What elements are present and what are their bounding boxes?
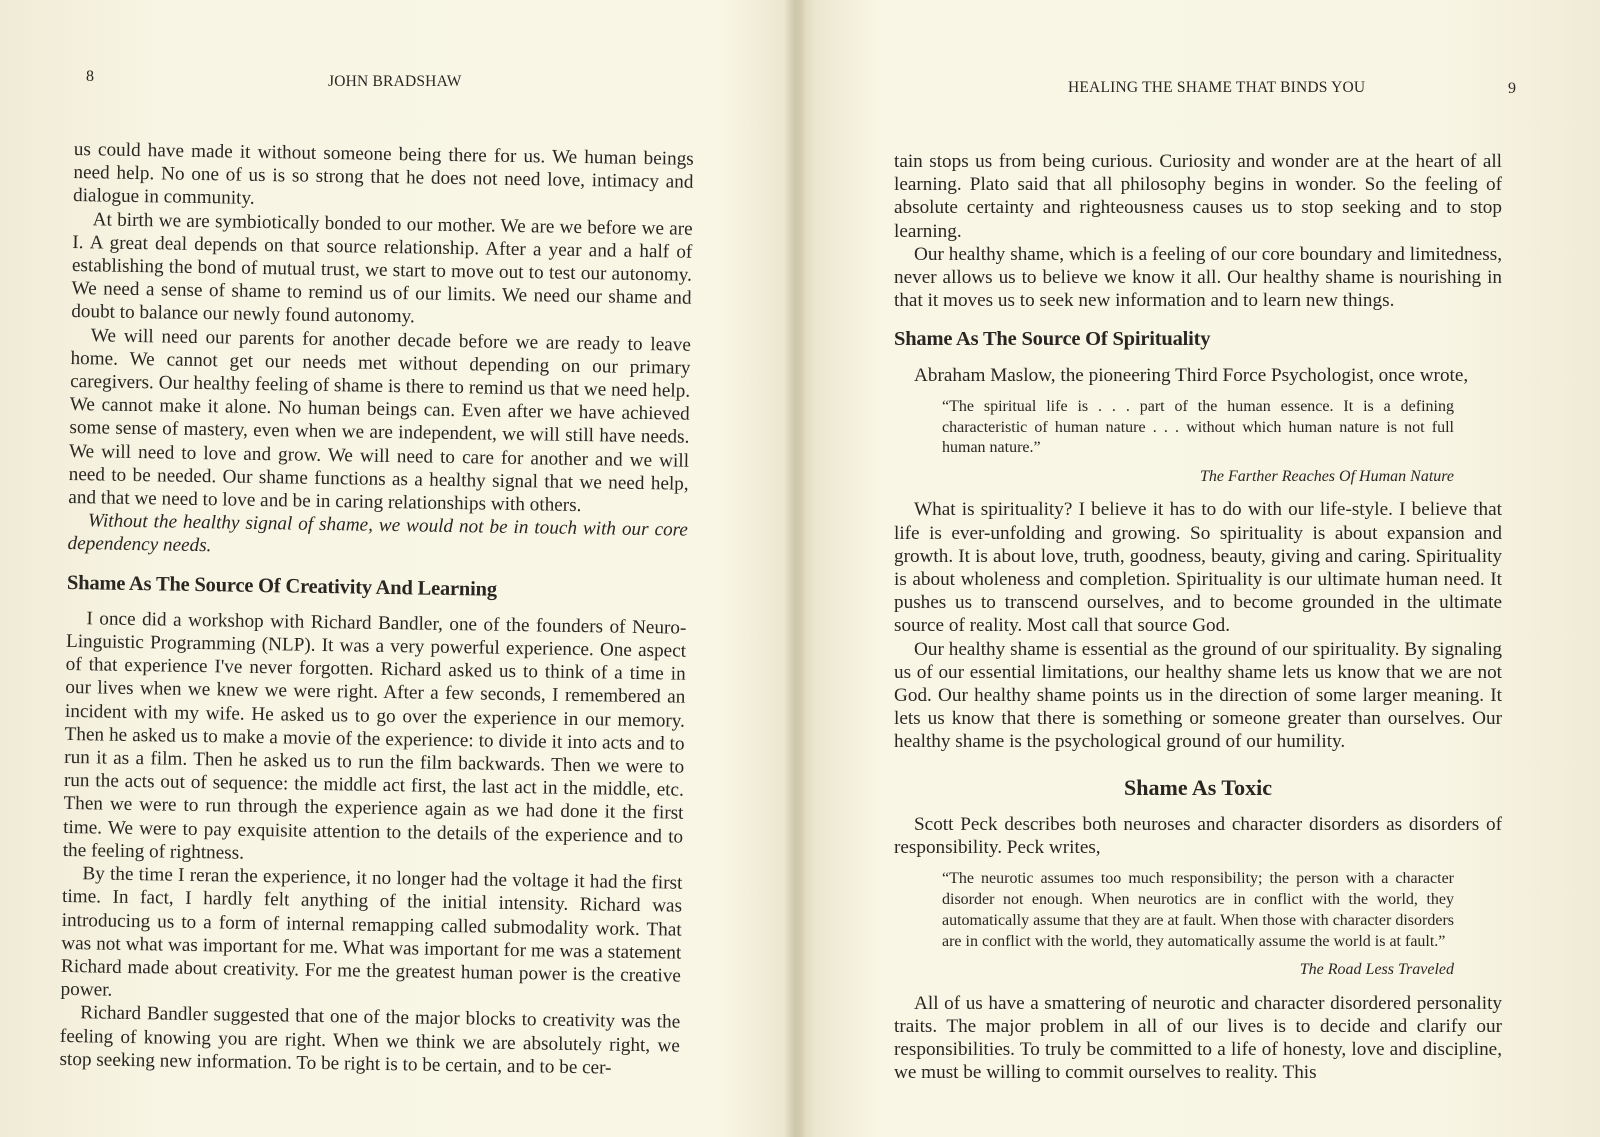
paragraph: What is spirituality? I believe it has to do with our life-style. I believe that life is ever-unfolding and growing. So spirituality is about expansion and growth. It is about love, truth, goodness, beauty, giving and caring. Spirituality is about wholeness and completion. Spirituality is our ultimate human need. It pushes us to transcend ourselves, and to become grounded in the ultimate source of reality. Most call that source God. [894,499,1502,637]
emphasis-paragraph: Without the healthy signal of shame, we would not be in touch with our core dependency needs. [67,510,689,557]
page-number: 8 [86,68,95,85]
page-body [59,138,694,1079]
section-heading: Shame As The Source Of Creativity And Learning [66,571,498,601]
block-quote: “The spiritual life is . . . part of the human essence. It is a defining characteristic of human nature . . . without which human nature is not full human nature.” [942,397,1454,457]
paragraph: Richard Bandler suggested that one of the major blocks to creativity was the feeling of knowing you are right. When we think we are absolutely right, we stop seeking new information. To be right is to be certain, and to be cer- [59,1002,681,1079]
quote-source: The Farther Reaches Of Human Nature [1199,468,1454,486]
page-body [894,150,1502,1084]
paragraph: Our healthy shame is essential as the ground of our spirituality. By signaling us of our essential limitations, our healthy shame lets us know that we are not God. Our healthy shame points us in the direction of some larger meaning. It lets us know that there is something or someone greater than ourselves. Our healthy shame is the psychological ground of our humility. [894,638,1502,753]
paragraph: Scott Peck describes both neuroses and character disorders as disorders of responsibility. Peck writes, [894,813,1502,859]
running-head: HEALING THE SHAME THAT BINDS YOU [1068,79,1366,96]
section-heading: Shame As The Source Of Spirituality [894,328,1211,351]
block-quote: “The neurotic assumes too much responsibility; the person with a character disorder not enough. When neurotics are in conflict with the world, they automatically assume that they are at fault. When those with character disorders are in conflict with the world, they automatically assume the world is at fault.” [942,870,1454,950]
quote-source: The Road Less Traveled [1299,961,1454,979]
paragraph: All of us have a smattering of neurotic and character disordered personality traits. The major problem in all of our lives is to decide and clarify our responsibilities. To truly be committed to a life of honesty, love and discipline, we must be willing to commit ourselves to reality. This [894,992,1502,1084]
paragraph: At birth we are symbiotically bonded to our mother. We are we before we are I. A great deal depends on that source relationship. After a year and a half of establishing the bond of mutual trust, we start to move out to test our autonomy. We need a sense of shame to remind us of our limits. We need our shame and doubt to balance our newly found autonomy. [71,208,693,328]
paragraph: tain stops us from being curious. Curiosity and wonder are at the heart of all learning. Plato said that all philosophy begins in wonder. So the feeling of absolute certainty and righteousness causes us to stop seeking and to stop learning. [894,151,1502,242]
running-head: JOHN BRADSHAW [328,73,462,90]
book-gutter [784,0,806,1137]
page-number: 9 [1508,80,1517,97]
paragraph: By the time I reran the experience, it no longer had the voltage it had the first time. In fact, I hardly felt anything of the initial intensity. Richard was introducing us to a form of internal remapping called submodality work. That was not what was important for me. What was important for me was a statement Richard made about creativity. For me the greatest human power is the creative power. [60,863,683,1001]
right-page [806,0,1600,1137]
paragraph: Abraham Maslow, the pioneering Third Force Psychologist, once wrote, [914,364,1469,386]
paragraph: We will need our parents for another decade before we are ready to leave home. We cannot get our needs met without depending on our primary caregivers. Our healthy feeling of shame is there to remind us that we need help. We cannot make it alone. No human beings can. Even after we have achieved some sense of mastery, even when we are independent, we will still have needs. We will need to love and grow. We will need to care for another and we will need to be needed. Our shame functions as a healthy signal that we need help, and that we need to love and be in caring relationships with others. [68,324,691,517]
left-page [0,0,784,1137]
paragraph: Our healthy shame, which is a feeling of our core boundary and limitedness, never allows us to believe we know it all. Our healthy shame is nourishing in that it moves us to seek new information and to learn new things. [894,243,1502,312]
paragraph: I once did a workshop with Richard Bandler, one of the founders of Neuro-Linguistic Programming (NLP). It was a very powerful experience. One aspect of that experience I've never forgotten. Richard asked us to think of a time in our lives when we knew we were right. After a few seconds, I remembered an incident with my wife. He asked us to go over the experience in our memory. Then he asked us to make a movie of the experience: to divide it into acts and to run it as a film. Then he asked us to run the film backwards. Then we were to run the acts out of sequence: the middle act first, the last act in the middle, etc. Then we were to run through the experience again as we had done it the first time. We were to pay exquisite attention to the details of the experience and to the feeling of rightness. [62,608,687,864]
paragraph: us could have made it without someone being there for us. We human beings need help. No one of us is so strong that he does not need love, intimacy and dialogue in community. [72,138,694,210]
chapter-heading: Shame As Toxic [1124,774,1272,800]
